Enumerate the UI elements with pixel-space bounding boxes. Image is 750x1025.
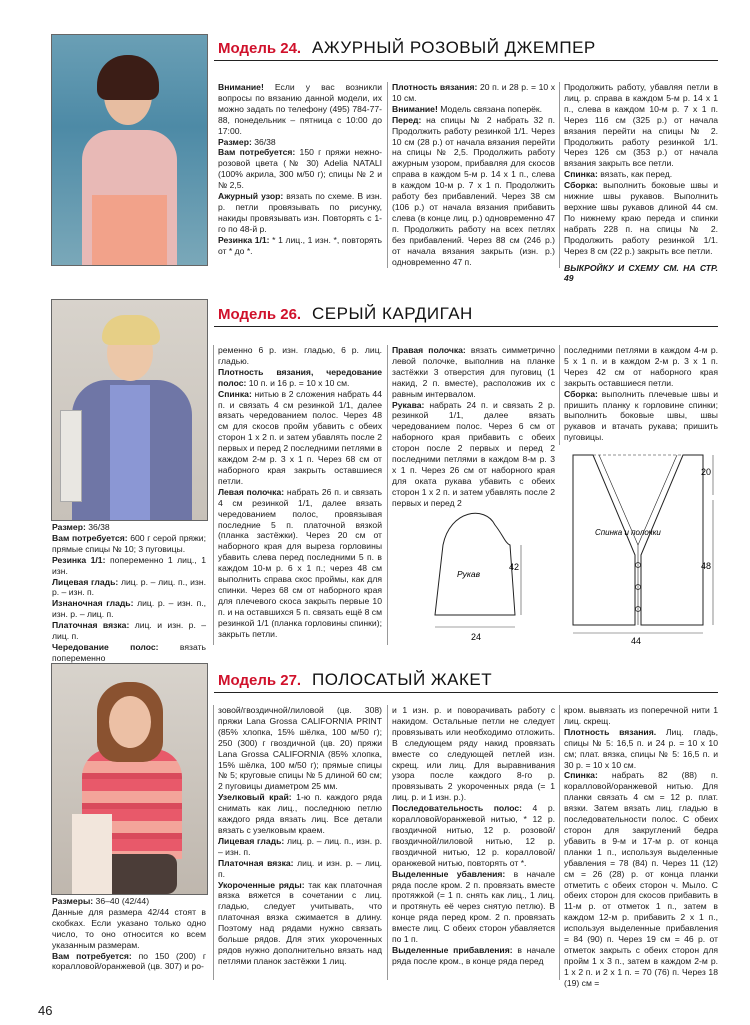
sleeve-pattern-diagram — [425, 505, 530, 645]
divider — [387, 82, 388, 268]
divider — [559, 705, 560, 980]
page-number: 46 — [38, 1003, 53, 1018]
model24-label: Модель 24. — [218, 40, 302, 57]
model24-col1: Внимание! Если у вас возникли вопросы по вязанию данной модели, их можно задать по телефону (495) 784-77-88, понедельник – пятница с 10:00 до 17:00. Размер: 36/38 Вам потребуется: 150 г пряжи нежно-розовой цвета (№ 30) Adelia NATALI (100% акрила, 300 м/50 г); спицы № 2 и № 2,5. Ажурный узор: вязать по схеме. В изн. р. петли провязывать по рисунку, накиды провязывать изн. Повторять с 1-го по 48-й р. Резинка 1/1: * 1 лиц., 1 изн. *, повторять от * до *. — [218, 82, 382, 256]
model24-title: АЖУРНЫЙ РОЗОВЫЙ ДЖЕМПЕР — [312, 38, 596, 57]
divider — [387, 345, 388, 645]
model27-label: Модель 27. — [218, 672, 302, 689]
model27-col3: кром. вывязать из поперечной нити 1 лиц. скрещ. Плотность вязания. Лиц. гладь, спицы № 5: 16,5 п. и 24 р. = 10 х 10 см; плат. вязка, спицы № 5: 16,5 п. и 30 р. = 10 х 10 см. Спинка: набрать 82 (88) п. коралловой/оранжевой нитью. Для планки связать 4 см = 12 р. плат. вязки. Затем вязать лиц. гладью в последовательности полос. С обеих сторон для закруглений бедра убавить в 9-м и 17-м р. от конца планки 1 п., используя выделенные убавления = 78 (84) п. Через 11 (12) см = 26 (28) р. от конца планки отметить с обеих сторон ч. Мыло. С обеих сторон для скосов прибавить в 11-м р. от отметок 1 п., затем в каждом 12-м р. прибавить 2 х 1 п., используя выделенные прибавления = 84 (90) п. Через 19 см = 46 р. от отметок закрыть с обеих сторон для пройм 1 х 3 п., затем в каждом 2-м р. 1 х 2 п. и 2 х 1 п. = 70 (76) п. Через 18 (19) см = — [564, 705, 718, 988]
divider — [387, 705, 388, 980]
divider — [559, 345, 560, 445]
model26-photo — [51, 299, 208, 521]
body-top: 20 — [701, 467, 712, 477]
model27-col1: зовой/гвоздичной/лиловой (цв. 308) пряжи Lana Grossa CALIFORNIA PRINT (85% хлопка, 15% шёлка, 100 м/50 г); 250 (300) г гвоздичной (цв. 20) пряжи Lana Grossa CALIFORNIA (85% хлопка, 15% шёлка, 100 м/50 г); прямые спицы № 5; круговые спицы № 5 длиной 60 см; 2 пуговицы диаметром 25 мм. Узелковый край: 1-ю п. каждого ряда снимать как лиц., последнюю петлю каждого ряда вязать лиц. Все детали вязать с узелковым краем. Лицевая гладь: лиц. р. – лиц. п., изн. р. – изн. п. Платочная вязка: лиц. и изн. р. – лиц. п. Укороченные ряды: так как платочная вязка вяжется в сочетании с лиц. гладью, следует учитывать, что платочная вязка сжимается в длину. Поэтому над рядами нужно связать больше рядов. Для этих укороченных рядов нужно дополнительно вязать над петлями планок застёжки 1 лиц. — [218, 705, 383, 966]
divider — [213, 705, 214, 980]
model26-title-bar — [214, 298, 718, 327]
model24-col3: Продолжить работу, убавляя петли в лиц. р. справа в каждом 5-м р. 14 х 1 п., слева в каждом 10-м р. 7 х 1 п. Через 116 см (325 р.) от начала вязания перейти на спицы № 2. Продолжить работу резинкой 1/1. Через 126 см (353 р.) от начала вязания закрыть все петли. Спинка: вязать, как перед. Сборка: выполнить боковые швы и нижние швы рукавов. Выполнить верхние швы рукавов длиной 44 см. По нижнему краю переда и спинки набрать 228 п. на спицы № 2. Продолжить работу резинкой 1/1. Через 8 см (22 р.) закрыть все петли. ВЫКРОЙКУ И СХЕМУ СМ. НА СТР. 49 — [564, 82, 718, 284]
model24-col2: Плотность вязания: 20 п. и 28 р. = 10 х 10 см. Внимание! Модель связана поперёк. Перед: на спицы № 2 набрать 32 п. Продолжить работу резинкой 1/1. Через 10 см (28 р.) от начала вязания перейти на спицы № 2,5. Продолжить работу ажурным узором, прибавляя для скосов справа в каждом 5-м р. 14 х 1 п., слева в каждом 10-м р. 7 х 1 п. Продолжить работу без прибавлений. Через 38 см (106 р.) от начала вязания прибавить слева (в конце лиц. р.) одновременно 47 п. Продолжить работу на всех петлях без прибавлений. Через 88 см (246 р.) от начала вязания закрыть (изн. р.) одновременно 47 п. — [392, 82, 556, 267]
model26-title: СЕРЫЙ КАРДИГАН — [312, 304, 473, 323]
model24-title-bar — [214, 32, 718, 61]
model24-photo — [51, 34, 208, 266]
model27-title-bar — [214, 664, 718, 693]
divider — [213, 345, 214, 645]
model27-title: ПОЛОСАТЫЙ ЖАКЕТ — [312, 670, 493, 689]
body-width: 44 — [631, 636, 642, 646]
sleeve-height: 42 — [508, 562, 519, 572]
model27-col2: и 1 изн. р. и поворачивать работу с накидом. Остальные петли не следует провязывать или необходимо отложить. В следующем ряду накид провязать вместе со следующей петлей изн. скрещ. или лиц. Для выравнивания узора после каждого 8-го р. провязывать 2 укороченных ряда (= 1 лиц. р. и 1 изн. р.). Последовательность полос: 4 р. коралловой/оранжевой нитью, * 12 р. гвоздичной нитью, 12 р. розовой/гвоздичной/лиловой нитью, 12 р. гвоздичной нитью, 12 р. коралловой/оранжевой нитью, повторять от *. Выделенные убавления: в начале ряда после кром. 2 п. провязать вместе протяжкой (= 1 п. снять как лиц., 1 лиц. и протянуть её через снятую петлю). В конце ряда перед кром. 2 п. провязать вместе лиц. С обеих сторон убавляется по 1 п. Выделенные прибавления: в начале ряда после кром., в конце ряда перед — [392, 705, 555, 966]
sleeve-width: 24 — [471, 632, 482, 642]
model26-col1: ременно 6 р. изн. гладью, 6 р. лиц. гладью. Плотность вязания, чередование полос: 10 п. и 16 р. = 10 х 10 см. Спинка: нитью в 2 сложения набрать 44 п. и связать 4 см резинкой 1/1, далее вязать чередованием полос. Через 48 см для скосов пройм убавить с обеих сторон 1 х 2 п. и затем убавлять после 2 первых и перед 2 последними петлями в каждом 2-м р. 3 х 1 п. Через 68 см от наборного края закрыть оставшиеся петли. Левая полочка: набрать 26 п. и связать 4 см резинкой 1/1, далее вязать чередованием полос, провязывая последние 5 п. платочной вязкой (планка застёжки). Через 20 см от наборного края для выреза горловины убавить слева перед последними 5 п. в каждом 10-м р. 6 х 1 п.; через 48 см выполнить справа скос проймы, как для спинки. Через 68 см от наборного края для плечевого скоса закрыть первые 10 п. и на оставшихся 5 п. связать ещё 8 см резинкой 1/1 (планка горловины спинки); закрыть петли. — [218, 345, 382, 639]
body-height: 48 — [701, 561, 712, 571]
divider — [559, 82, 560, 268]
model27-left-col: Размеры: 36–40 (42/44) Данные для размера 42/44 стоят в скобках. Если указано только одно число, то оно относится ко всем указанным размерам. Вам потребуется: по 150 (200) г коралловой/оранжевой (цв. 307) и ро- — [52, 896, 206, 972]
model27-photo — [51, 663, 208, 895]
model26-col3: последними петлями в каждом 4-м р. 5 х 1 п. и в каждом 2-м р. 3 х 1 п. Через 42 см от наборного края закрыть оставшиеся петли. Сборка: выполнить плечевые швы и пришить планку к горловине спинки; выполнить боковые швы, швы рукавов и втачать рукава; пришить пуговицы. — [564, 345, 718, 443]
body-label: Спинка и полочки — [595, 528, 661, 537]
sleeve-label: Рукав — [457, 569, 481, 579]
model26-col2: Правая полочка: вязать симметрично левой полочке, выполнив на планке застёжки 3 отверстия для пуговиц (1 накид, 2 п. вместе), расположив их с равным интервалом. Рукава: набрать 24 п. и связать 2 р. резинкой 1/1, далее вязать чередованием полос. Через 6 см от наборного края прибавить с обеих сторон после 2 первых и перед 2 последними петлями в каждом 8-м р. 3 х 1 п. Через 26 см от наборного края для оката рукава убавить с обеих сторон 1 х 2 п. и затем убавлять после 2 первых и перед 2 — [392, 345, 555, 508]
body-pattern-diagram — [563, 445, 723, 645]
model26-label: Модель 26. — [218, 306, 302, 323]
model26-left-col: Размер: 36/38 Вам потребуется: 600 г серой пряжи; прямые спицы № 10; 3 пуговицы. Резинка 1/1: попеременно 1 лиц., 1 изн. Лицевая гладь: лиц. р. – лиц. п., изн. р. – изн. п. Изнаночная гладь: лиц. р. – изн. п., изн. р. – лиц. п. Платочная вязка: лиц. и изн. р. – лиц. п. Чередование полос: вязать попеременно — [52, 522, 207, 663]
